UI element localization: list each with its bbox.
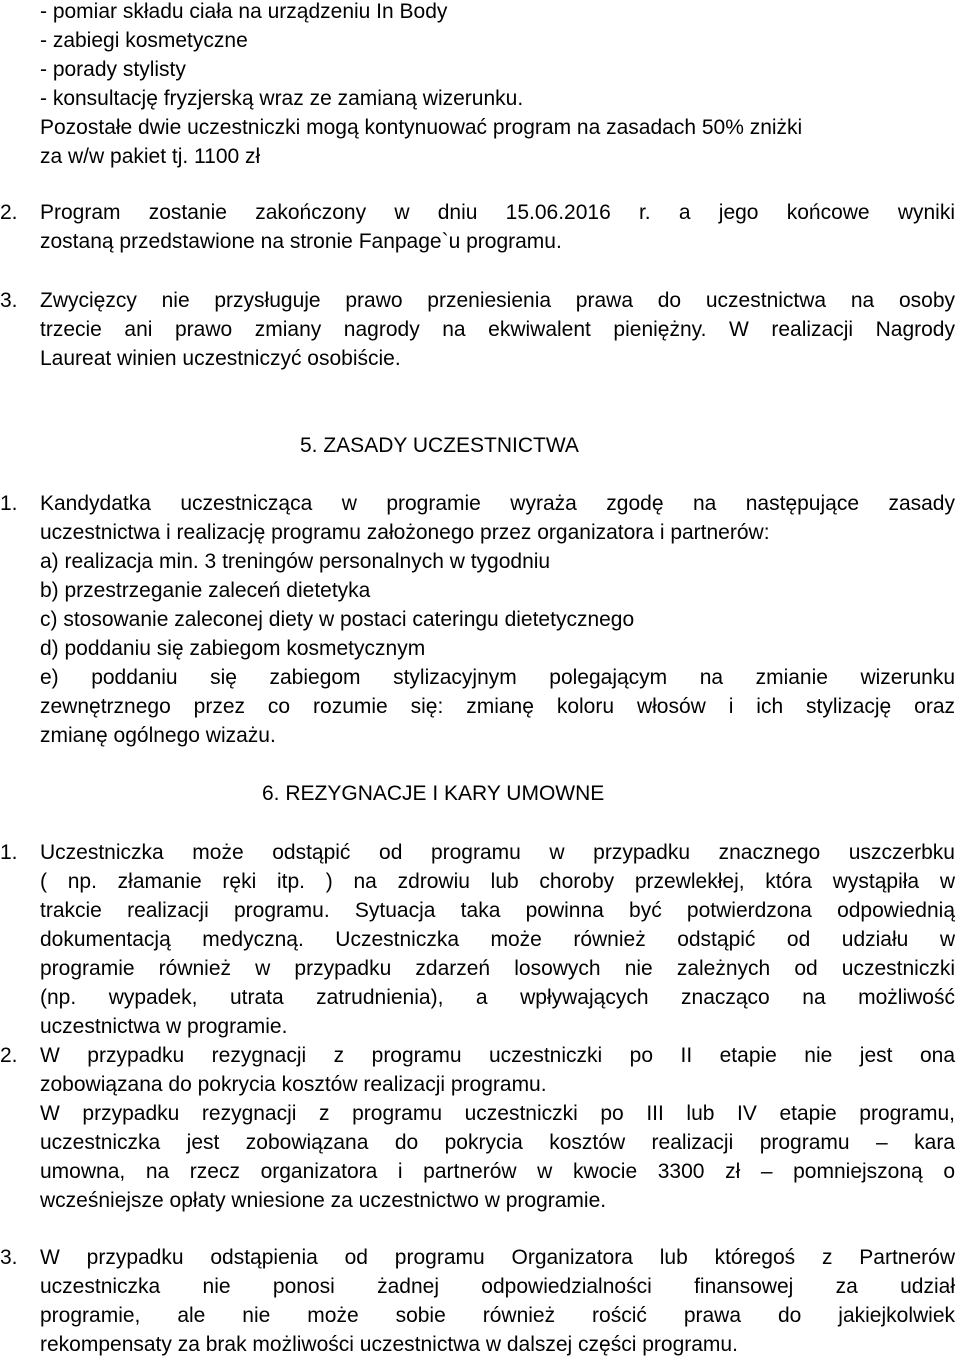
intro-list (40, 0, 955, 171)
paragraph-line: Zwycięzcy nie przysługuje prawo przeniesienia prawa do uczestnictwa na osoby (40, 289, 955, 312)
item-number: 2. (0, 1044, 18, 1067)
paragraph-line: Program zostanie zakończony w dniu 15.06.2016 r. a jego końcowe wyniki (40, 201, 955, 224)
item-line: b) przestrzeganie zaleceń dietetyka (40, 579, 371, 602)
item-line: programie również w przypadku zdarzeń losowych nie zależnych od uczestniczki (40, 957, 955, 980)
item-line: W przypadku rezygnacji z programu uczestniczki po II etapie nie jest ona (40, 1044, 955, 1067)
item-line: c) stosowanie zaleconej diety w postaci cateringu dietetycznego (40, 608, 635, 631)
item-line: W przypadku rezygnacji z programu uczestniczki po III lub IV etapie programu, (40, 1102, 955, 1125)
item-line: uczestniczka nie ponosi żadnej odpowiedzialności finansowej za udział (40, 1275, 955, 1298)
item-line: a) realizacja min. 3 treningów personalnych w tygodniu (40, 550, 551, 573)
item-line: (np. wypadek, utrata zatrudnienia), a wpływających znacząco na możliwość (40, 986, 955, 1009)
item-number: 2. (0, 201, 18, 224)
section-heading-6 (262, 779, 604, 808)
item-text (40, 489, 955, 750)
paragraph-text (40, 198, 955, 256)
intro-line: - pomiar składu ciała na urządzeniu In Body (40, 0, 448, 23)
intro-paragraph-line: za w/w pakiet tj. 1100 zł (40, 145, 261, 168)
section-title: 6. REZYGNACJE I KARY UMOWNE (262, 782, 605, 805)
item-number: 1. (0, 492, 18, 515)
paragraph-line: zostaną przedstawione na stronie Fanpage`u programu. (40, 230, 562, 253)
item-line: trakcie realizacji programu. Sytuacja taka powinna być potwierdzona odpowiednią (40, 899, 955, 922)
item-line: d) poddaniu się zabiegom kosmetycznym (40, 637, 426, 660)
intro-line: - zabiegi kosmetyczne (40, 29, 248, 52)
item-line: programie, ale nie może sobie również rościć prawa do jakiejkolwiek (40, 1304, 955, 1327)
item-number: 3. (0, 1246, 18, 1269)
item-number: 3. (0, 289, 18, 312)
intro-paragraph-line: Pozostałe dwie uczestniczki mogą kontynuować program na zasadach 50% zniżki (40, 116, 803, 139)
section-title: 5. ZASADY UCZESTNICTWA (300, 434, 579, 457)
item-line: uczestnictwa i realizację programu założonego przez organizatora i partnerów: (40, 521, 770, 544)
item-line: zewnętrznego przez co rozumie się: zmianę koloru włosów i ich stylizację oraz (40, 695, 955, 718)
section-heading-5 (300, 431, 579, 460)
item-line: dokumentacją medyczną. Uczestniczka może również odstąpić od udziału w (40, 928, 955, 951)
item-text (40, 1041, 955, 1215)
item-line: zobowiązana do pokrycia kosztów realizacji programu. (40, 1073, 547, 1096)
item-line: ( np. złamanie ręki itp. ) na zdrowiu lub choroby przewlekłej, która wystąpiła w (40, 870, 955, 893)
item-text (40, 1243, 955, 1359)
item-line: uczestniczka jest zobowiązana do pokrycia kosztów realizacji programu – kara (40, 1131, 955, 1154)
item-line: zmianę ogólnego wizażu. (40, 724, 276, 747)
paragraph-line: trzecie ani prawo zmiany nagrody na ekwiwalent pieniężny. W realizacji Nagrody (40, 318, 955, 341)
intro-line: - porady stylisty (40, 58, 186, 81)
item-line: e) poddaniu się zabiegom stylizacyjnym polegającym na zmianie wizerunku (40, 666, 955, 689)
item-line: umowna, na rzecz organizatora i partnerów w kwocie 3300 zł – pomniejszoną o (40, 1160, 955, 1183)
intro-line: - konsultację fryzjerską wraz ze zamianą wizerunku. (40, 87, 524, 110)
item-line: uczestnictwa w programie. (40, 1015, 288, 1038)
paragraph-line: Laureat winien uczestniczyć osobiście. (40, 347, 401, 370)
item-line: rekompensaty za brak możliwości uczestnictwa w dalszej części programu. (40, 1333, 738, 1356)
item-number: 1. (0, 841, 18, 864)
paragraph-text (40, 286, 955, 373)
item-text (40, 838, 955, 1041)
item-line: Kandydatka uczestnicząca w programie wyraża zgodę na następujące zasady (40, 492, 955, 515)
item-line: Uczestniczka może odstąpić od programu w przypadku znacznego uszczerbku (40, 841, 955, 864)
item-line: W przypadku odstąpienia od programu Organizatora lub któregoś z Partnerów (40, 1246, 955, 1269)
item-line: wcześniejsze opłaty wniesione za uczestnictwo w programie. (40, 1189, 607, 1212)
